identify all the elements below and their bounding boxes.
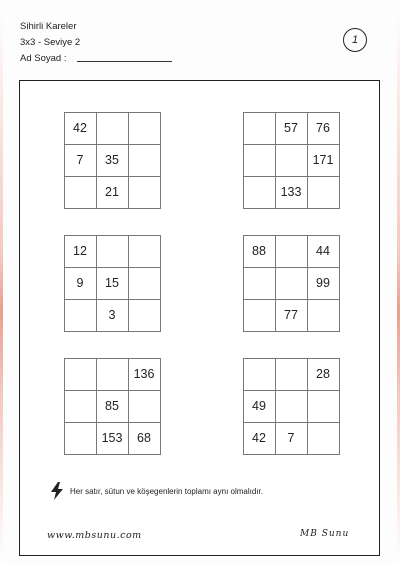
grid-cell[interactable] [275,235,308,268]
magic-square-6 [243,358,339,454]
grid-cell: 99 [307,267,340,300]
worksheet-title: Sihirli Kareler [20,21,77,32]
grid-cell: 49 [243,390,276,423]
name-input-line[interactable] [77,61,172,62]
grid-cell: 133 [275,176,308,209]
grid-cell[interactable] [243,299,276,332]
grid-cell[interactable] [64,422,97,455]
grid-cell[interactable] [307,422,340,455]
grid-cell: 7 [64,144,97,177]
grid-cell[interactable] [243,144,276,177]
grid-cell[interactable] [243,176,276,209]
grid-cell[interactable] [275,390,308,423]
grid-cell: 171 [307,144,340,177]
grid-cell: 9 [64,267,97,300]
grid-cell: 85 [96,390,129,423]
grid-cell[interactable] [307,176,340,209]
website-link[interactable]: www.mbsunu.com [47,530,142,541]
grid-cell[interactable] [243,267,276,300]
grid-cell[interactable] [64,390,97,423]
grid-cell[interactable] [128,235,161,268]
magic-square-4 [243,235,339,331]
grid-cell[interactable] [64,299,97,332]
page-edge-left [0,0,3,565]
grid-cell: 88 [243,235,276,268]
magic-square-1 [64,112,160,208]
grid-cell: 7 [275,422,308,455]
worksheet-level: 3x3 - Seviye 2 [20,37,81,48]
grid-cell[interactable] [128,267,161,300]
grid-cell[interactable] [96,235,129,268]
grid-cell[interactable] [96,112,129,145]
grid-cell[interactable] [64,176,97,209]
grid-cell[interactable] [96,358,129,391]
grid-cell[interactable] [307,299,340,332]
grid-cell[interactable] [275,267,308,300]
grid-cell: 153 [96,422,129,455]
page-number-badge: 1 [343,28,367,52]
grid-cell: 42 [243,422,276,455]
grid-cell: 68 [128,422,161,455]
rule-note [50,482,263,500]
rule-text: Her satır, sütun ve köşegenlerin toplamı aynı olmalıdır. [70,486,263,496]
grid-cell: 42 [64,112,97,145]
grid-cell[interactable] [64,358,97,391]
grid-cell[interactable] [128,176,161,209]
grid-cell: 76 [307,112,340,145]
grid-cell: 15 [96,267,129,300]
grid-cell[interactable] [128,299,161,332]
grid-cell: 57 [275,112,308,145]
magic-square-3 [64,235,160,331]
grid-cell[interactable] [275,358,308,391]
grid-cell[interactable] [307,390,340,423]
grid-cell: 44 [307,235,340,268]
grid-cell: 12 [64,235,97,268]
grid-cell[interactable] [275,144,308,177]
magic-square-5 [64,358,160,454]
lightning-bolt-icon [50,482,64,500]
grid-cell[interactable] [128,144,161,177]
grid-cell[interactable] [128,112,161,145]
name-label: Ad Soyad : [20,53,67,64]
grid-cell[interactable] [243,358,276,391]
grid-cell[interactable] [243,112,276,145]
magic-square-2 [243,112,339,208]
grid-cell[interactable] [128,390,161,423]
author-signature: MB Sunu [300,529,350,539]
grid-cell: 3 [96,299,129,332]
grid-cell: 28 [307,358,340,391]
grid-cell: 77 [275,299,308,332]
grid-cell: 35 [96,144,129,177]
grid-cell: 136 [128,358,161,391]
grid-cell: 21 [96,176,129,209]
